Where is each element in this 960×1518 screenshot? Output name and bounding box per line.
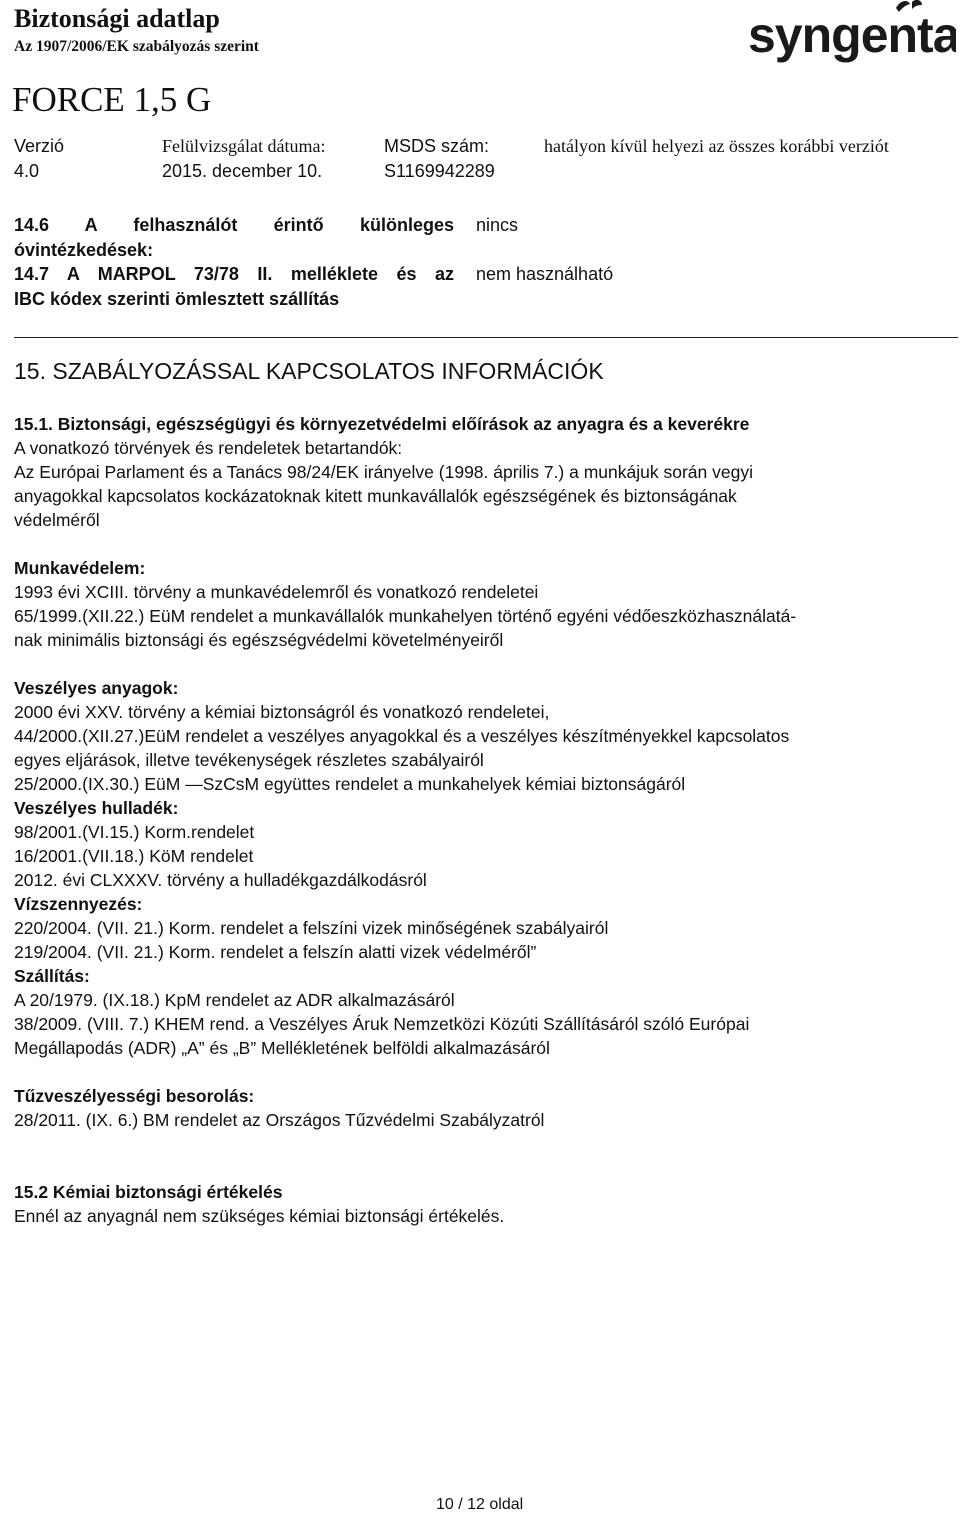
body-line: 2012. évi CLXXXV. törvény a hulladékgazdálkodásról bbox=[14, 870, 427, 890]
syngenta-logo bbox=[746, 0, 956, 70]
revision-label: Felülvizsgálat dátuma: bbox=[162, 136, 326, 156]
section-divider bbox=[14, 337, 958, 338]
body-line: 98/2001.(VI.15.) Korm.rendelet bbox=[14, 822, 255, 842]
page-number: 10 / 12 oldal bbox=[436, 1496, 524, 1513]
version-value: 4.0 bbox=[14, 161, 40, 181]
syngenta-logo-graphic bbox=[746, 0, 956, 70]
version-label: Verzió bbox=[14, 136, 65, 156]
document-subtitle: Az 1907/2006/EK szabályozás szerint bbox=[14, 38, 259, 55]
body-line: Megállapodás (ADR) „A” és „B” Mellékletének belföldi alkalmazásáról bbox=[14, 1038, 550, 1058]
body-line: 28/2011. (IX. 6.) BM rendelet az Országos Tűzvédelmi Szabályzatról bbox=[14, 1110, 545, 1130]
body-line: 219/2004. (VII. 21.) Korm. rendelet a felszín alatti vizek védelméről” bbox=[14, 942, 537, 962]
body-line: Ennél az anyagnál nem szükséges kémiai biztonsági értékelés. bbox=[14, 1206, 505, 1226]
supersede-note: hatályon kívül helyezi az összes korábbi verziót bbox=[544, 136, 889, 156]
section-14-6-label-line1: 14.6 A felhasználót érintő különleges bbox=[14, 215, 454, 235]
body-line: Az Európai Parlament és a Tanács 98/24/EK irányelve (1998. április 7.) a munkájuk során vegyi bbox=[14, 462, 753, 482]
section-14-7-value: nem használható bbox=[476, 264, 614, 284]
subheading-veszelyes-hulladek: Veszélyes hulladék: bbox=[14, 798, 179, 818]
body-line: 1993 évi XCIII. törvény a munkavédelemről és vonatkozó rendeletei bbox=[14, 582, 539, 602]
section-15-body bbox=[14, 412, 944, 1228]
body-line: egyes eljárások, illetve tevékenységek részletes szabályairól bbox=[14, 750, 484, 770]
body-line: 16/2001.(VII.18.) KöM rendelet bbox=[14, 846, 254, 866]
subheading-szallitas: Szállítás: bbox=[14, 966, 90, 986]
document-title: Biztonsági adatlap bbox=[14, 4, 220, 33]
body-line: védelméről bbox=[14, 510, 100, 530]
subsection-15-1-heading: 15.1. Biztonsági, egészségügyi és környezetvédelmi előírások az anyagra és a keverékre bbox=[14, 414, 750, 434]
body-line: nak minimális biztonsági és egészségvédelmi követelményeiről bbox=[14, 630, 504, 650]
body-line: 44/2000.(XII.27.)EüM rendelet a veszélyes anyagokkal és a veszélyes készítményekkel kapcsolatos bbox=[14, 726, 790, 746]
subheading-vizszennyezes: Vízszennyezés: bbox=[14, 894, 143, 914]
logo-wordmark: syngenta bbox=[748, 7, 956, 63]
subsection-15-2-heading: 15.2 Kémiai biztonsági értékelés bbox=[14, 1182, 283, 1202]
body-line: 25/2000.(IX.30.) EüM —SzCsM együttes rendelet a munkahelyek kémiai biztonságáról bbox=[14, 774, 686, 794]
body-line: 65/1999.(XII.22.) EüM rendelet a munkavállalók munkahelyen történő egyéni védőeszközhasználatá- bbox=[14, 606, 797, 626]
body-line: 38/2009. (VIII. 7.) KHEM rend. a Veszélyes Áruk Nemzetközi Közúti Szállításáról szóló Európai bbox=[14, 1014, 750, 1034]
body-line: 2000 évi XXV. törvény a kémiai biztonságról és vonatkozó rendeletei, bbox=[14, 702, 550, 722]
revision-value: 2015. december 10. bbox=[162, 161, 323, 181]
body-line: A vonatkozó törvények és rendeletek betartandók: bbox=[14, 438, 403, 458]
section-15-heading: 15. SZABÁLYOZÁSSAL KAPCSOLATOS INFORMÁCIÓK bbox=[14, 358, 604, 384]
body-line: anyagokkal kapcsolatos kockázatoknak kitett munkavállalók egészségének és biztonságának bbox=[14, 486, 737, 506]
subheading-veszelyes-anyagok: Veszélyes anyagok: bbox=[14, 678, 179, 698]
subheading-tuzveszelyesseg: Tűzveszélyességi besorolás: bbox=[14, 1086, 255, 1106]
section-14-7-label-line1: 14.7 A MARPOL 73/78 II. melléklete és az bbox=[14, 264, 454, 284]
msds-value: S1169942289 bbox=[384, 161, 495, 181]
body-line: A 20/1979. (IX.18.) KpM rendelet az ADR alkalmazásáról bbox=[14, 990, 455, 1010]
section-14-6-value: nincs bbox=[476, 215, 519, 235]
section-14-7-label-line2: IBC kódex szerinti ömlesztett szállítás bbox=[14, 289, 340, 309]
section-14-6-label-line2: óvintézkedések: bbox=[14, 240, 154, 260]
subheading-munkavedelem: Munkavédelem: bbox=[14, 558, 146, 578]
msds-label: MSDS szám: bbox=[384, 136, 490, 156]
body-line: 220/2004. (VII. 21.) Korm. rendelet a felszíni vizek minőségének szabályairól bbox=[14, 918, 609, 938]
product-name: FORCE 1,5 G bbox=[12, 80, 212, 119]
